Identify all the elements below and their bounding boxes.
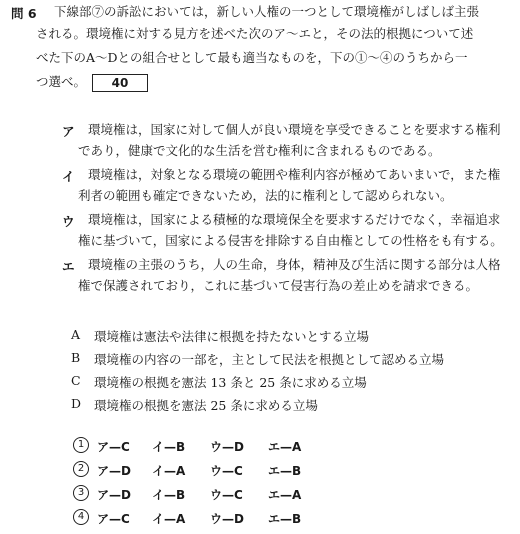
choice-3-pair-4: エ—A	[268, 488, 302, 502]
choice-4-pair-2: イ—A	[152, 512, 186, 526]
statement-u-line-1: 環境権は，国家による積極的な環境保全を要求するだけでなく，幸福追求	[88, 212, 501, 227]
question-line-2: される。環境権に対する見方を述べた次のア〜エと，その法的根拠について述	[36, 26, 474, 41]
position-text-a: 環境権は憲法や法律に根拠を持たないとする立場	[94, 329, 370, 344]
position-text-b: 環境権の内容の一部を，主として民法を根拠として認める立場	[94, 352, 445, 367]
choice-2-pair-4: エ—B	[268, 464, 302, 478]
choice-number-3: 3	[73, 485, 89, 501]
choice-4-pair-1: ア—C	[97, 512, 130, 526]
statement-u-line-2: 権に基づいて，国家による侵害を排除する自由権としての性格をも有する。	[78, 233, 503, 248]
choice-1-pair-4: エ—A	[268, 440, 302, 454]
choice-3-pair-2: イ—B	[152, 488, 186, 502]
statement-label-e: エ	[62, 259, 75, 274]
position-letter-c: C	[71, 373, 81, 388]
choice-3-pair-1: ア—D	[97, 488, 131, 502]
choice-2-pair-3: ウ—C	[210, 464, 243, 478]
statement-i-line-1: 環境権は，対象となる環境の範囲や権利内容が極めてあいまいで，また権	[88, 167, 501, 182]
position-letter-b: B	[71, 350, 81, 365]
question-line-4	[36, 72, 148, 92]
statement-e-line-1: 環境権の主張のうち，人の生命，身体，精神及び生活に関する部分は人格	[88, 257, 501, 272]
choice-1-pair-3: ウ—D	[210, 440, 244, 454]
choice-1-pair-2: イ—B	[152, 440, 186, 454]
statement-i-line-2: 利者の範囲も確定できないため，法的に権利として認められない。	[78, 188, 453, 203]
choice-2-pair-2: イ—A	[152, 464, 186, 478]
position-letter-d: D	[71, 396, 82, 411]
choice-number-1: 1	[73, 437, 89, 453]
answer-box: 40	[92, 74, 148, 92]
choice-1-pair-1: ア—C	[97, 440, 130, 454]
choice-4-pair-3: ウ—D	[210, 512, 244, 526]
choice-number-4: 4	[73, 509, 89, 525]
statement-a-line-1: 環境権は，国家に対して個人が良い環境を享受できることを要求する権利	[88, 122, 501, 137]
statement-e-line-2: 権で保護されており，これに基づいて侵害行為の差止めを請求できる。	[78, 278, 479, 293]
choice-2-pair-1: ア—D	[97, 464, 131, 478]
question-line-1: 下線部⑦の訴訟においては，新しい人権の一つとして環境権がしばしば主張	[54, 4, 480, 19]
choice-number-2: 2	[73, 461, 89, 477]
statement-label-i: イ	[62, 169, 75, 184]
statement-a-line-2: であり，健康で文化的な生活を営む権利に含まれるものである。	[78, 143, 441, 158]
position-letter-a: A	[71, 327, 81, 342]
choice-4-pair-4: エ—B	[268, 512, 302, 526]
choice-3-pair-3: ウ—C	[210, 488, 243, 502]
statement-label-a: ア	[62, 124, 75, 139]
question-line-4-text: つ選べ。	[36, 74, 87, 89]
question-number: 問 6	[11, 6, 37, 21]
position-text-c: 環境権の根拠を憲法 13 条と 25 条に求める立場	[94, 375, 367, 390]
question-line-3: べた下のA〜Dとの組合せとして最も適当なものを，下の①〜④のうちから一	[36, 50, 468, 65]
statement-label-u: ウ	[62, 214, 75, 229]
position-text-d: 環境権の根拠を憲法 25 条に求める立場	[94, 398, 318, 413]
